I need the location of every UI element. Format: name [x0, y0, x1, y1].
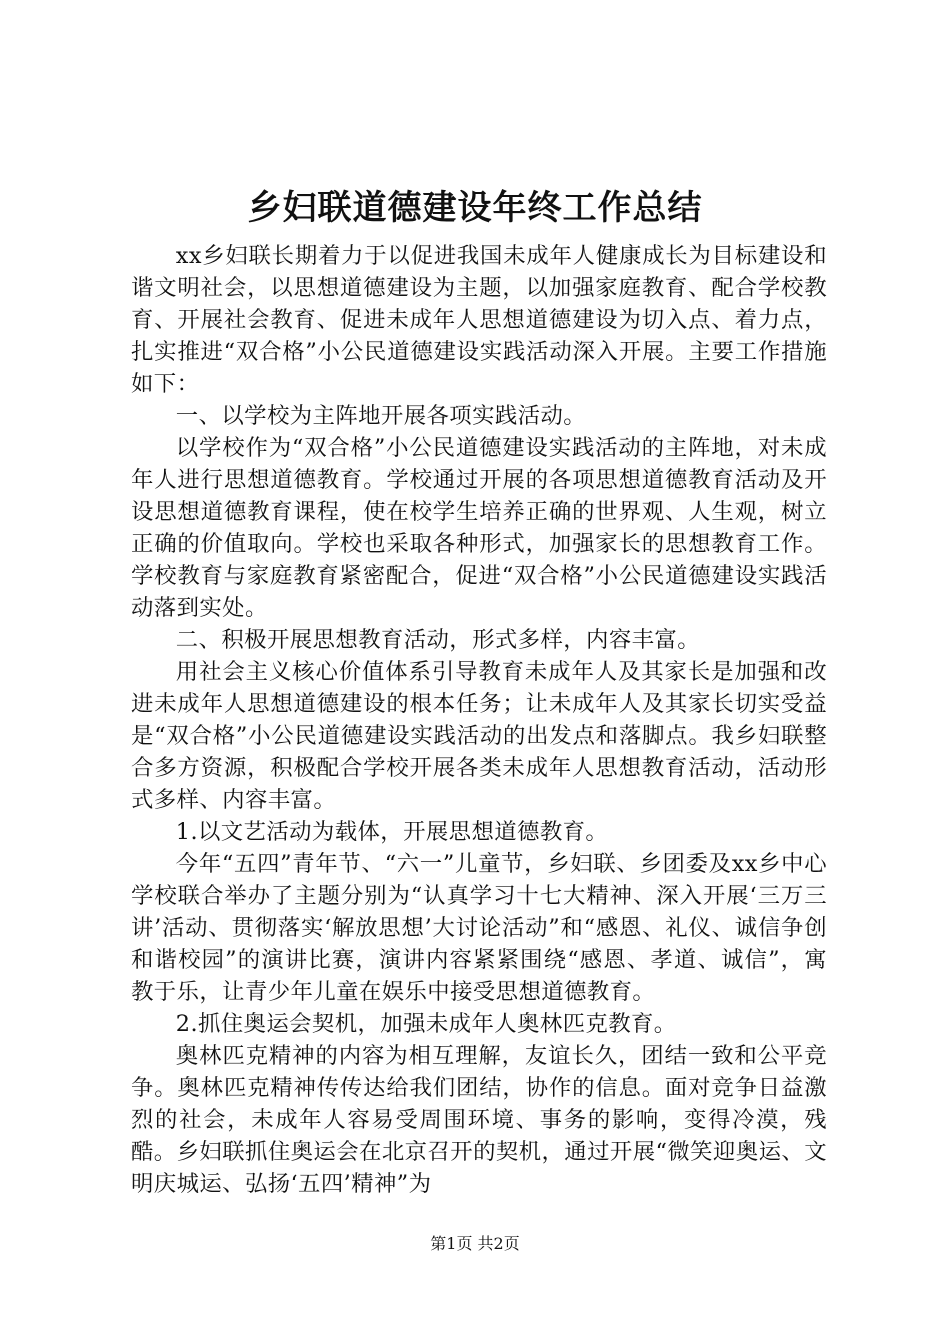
document-body — [131, 240, 827, 1200]
paragraph: 奥林匹克精神的内容为相互理解，友谊长久，团结一致和公平竞争。奥林匹克精神传传达给我们团结，协作的信息。面对竞争日益激烈的社会，未成年人容易受周围环境、事务的影响，变得冷漠，残酷。乡妇联抓住奥运会在北京召开的契机，通过开展“微笑迎奥运、文明庆城运、弘扬‘五四’精神”为 — [131, 1043, 827, 1197]
section-heading: 一、以学校为主阵地开展各项实践活动。 — [175, 403, 587, 429]
paragraph: 以学校作为“双合格”小公民道德建设实践活动的主阵地，对未成年人进行思想道德教育。学校通过开展的各项思想道德教育活动及开设思想道德教育课程，使在校学生培养正确的世界观、人生观，树立正确的价值取向。学校也采取各种形式，加强家长的思想教育工作。学校教育与家庭教育紧密配合，促进“双合格”小公民道德建设实践活动落到实处。 — [131, 435, 827, 621]
page-footer: 第1页 共2页 — [430, 1234, 520, 1253]
subsection-heading: 2.抓住奥运会契机，加强未成年人奥林匹克教育。 — [175, 1011, 677, 1037]
paragraph: 用社会主义核心价值体系引导教育未成年人及其家长是加强和改进未成年人思想道德建设的根本任务；让未成年人及其家长切实受益是“双合格”小公民道德建设实践活动的出发点和落脚点。我乡妇联整合多方资源，积极配合学校开展各类未成年人思想教育活动，活动形式多样、内容丰富。 — [131, 659, 827, 813]
paragraph: xx乡妇联长期着力于以促进我国未成年人健康成长为目标建设和谐文明社会，以思想道德建设为主题，以加强家庭教育、配合学校教育、开展社会教育、促进未成年人思想道德建设为切入点、着力点，扎实推进“双合格”小公民道德建设实践活动深入开展。主要工作措施如下： — [131, 243, 827, 397]
document-title: 乡妇联道德建设年终工作总结 — [247, 188, 703, 228]
subsection-heading: 1.以文艺活动为载体，开展思想道德教育。 — [175, 819, 609, 845]
paragraph: 今年“五四”青年节、“六一”儿童节，乡妇联、乡团委及xx乡中心学校联合举办了主题分别为“认真学习十七大精神、深入开展‘三万三讲’活动、贯彻落实‘解放思想’大讨论活动”和“感恩、礼仪、诚信争创和谐校园”的演讲比赛，演讲内容紧紧围绕“感恩、孝道、诚信”，寓教于乐，让青少年儿童在娱乐中接受思想道德教育。 — [131, 851, 827, 1005]
section-heading: 二、积极开展思想教育活动，形式多样，内容丰富。 — [175, 627, 700, 653]
